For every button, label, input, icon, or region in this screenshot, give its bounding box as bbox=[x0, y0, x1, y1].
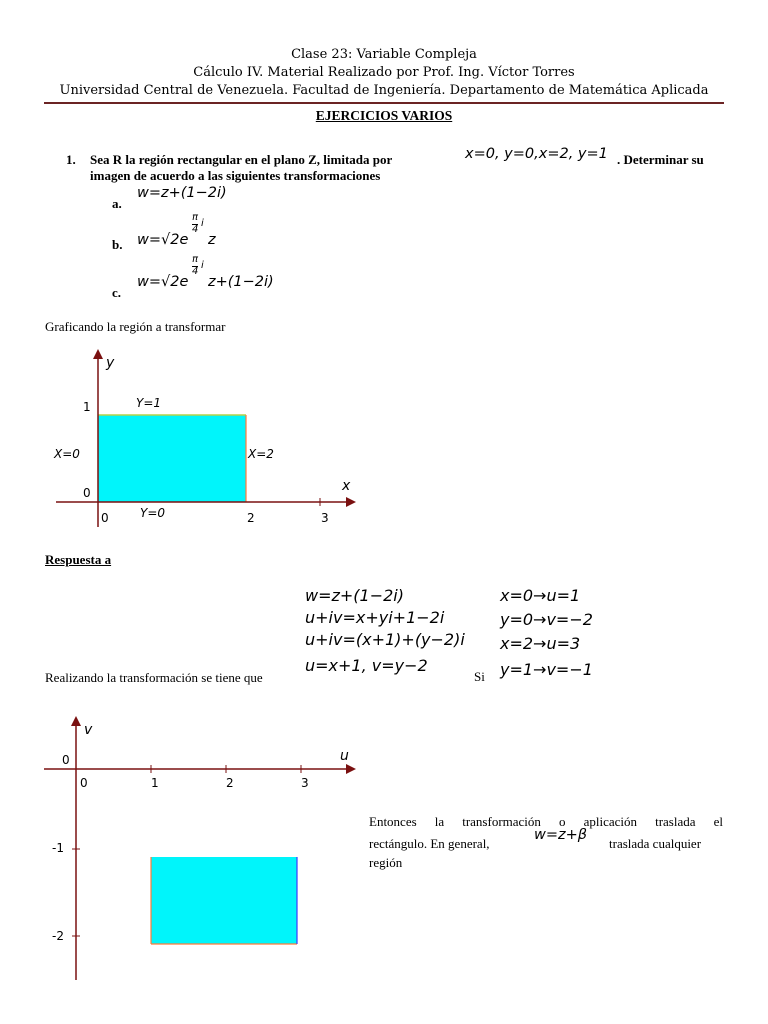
item-b-prefix: w=√2e bbox=[137, 232, 189, 248]
conclusion-formula: w=z+β bbox=[534, 827, 588, 843]
z-y1-tick-label: 1 bbox=[83, 400, 91, 414]
mapping-line-3: x=2→u=3 bbox=[500, 634, 581, 653]
header-line-3: Universidad Central de Venezuela. Facultad de Ingeniería. Departamento de Matemática Aplicada bbox=[59, 83, 709, 98]
conclusion-line-3: región bbox=[369, 855, 403, 870]
mapping-line-2: y=0→v=−2 bbox=[500, 610, 593, 629]
w-plane-graph bbox=[44, 712, 364, 984]
item-b-exp-i: i bbox=[201, 218, 204, 229]
section-title: EJERCICIOS VARIOS bbox=[315, 108, 453, 123]
w-u-axis-label: u bbox=[340, 748, 349, 764]
w-v-arrow bbox=[71, 716, 81, 726]
mapping-line-1: x=0→u=1 bbox=[500, 586, 581, 605]
derivation-line-1: w=z+(1−2i) bbox=[305, 586, 404, 605]
problem-text-start: Sea R la región rectangular en el plano Z, limitada por bbox=[90, 152, 393, 167]
derivation-line-2: u+iv=x+yi+1−2i bbox=[305, 608, 445, 627]
w-u-tick-label-3: 3 bbox=[301, 776, 309, 790]
z-x-tick-0: 0 bbox=[101, 511, 109, 525]
z-x-arrow bbox=[346, 497, 356, 507]
item-c-exp-i: i bbox=[201, 260, 204, 271]
z-x-tick-3: 3 bbox=[321, 511, 329, 525]
problem-text-line2: imagen de acuerdo a las siguientes transformaciones bbox=[90, 168, 381, 183]
w-u-tick-label-0: 0 bbox=[80, 776, 88, 790]
conclusion-line-2-start: rectángulo. En general, bbox=[369, 836, 490, 851]
item-c-label: c. bbox=[112, 285, 122, 300]
header-line-2: Cálculo IV. Material Realizado por Prof. Ing. Víctor Torres bbox=[193, 65, 575, 80]
w-u-tick-label-2: 2 bbox=[226, 776, 234, 790]
conclusion-line-2-end: traslada cualquier bbox=[609, 836, 702, 851]
header-rule bbox=[44, 102, 724, 104]
item-b-exp-num: π bbox=[192, 212, 199, 223]
item-c-prefix: w=√2e bbox=[137, 274, 189, 290]
z-label-right: X=2 bbox=[248, 447, 274, 461]
z-region bbox=[98, 415, 246, 502]
z-plane-graph bbox=[48, 345, 368, 535]
item-b-label: b. bbox=[112, 237, 123, 252]
w-v-axis-label: v bbox=[84, 722, 93, 738]
derivation-line-4: u=x+1, v=y−2 bbox=[305, 656, 428, 675]
w-v-tick-label-0: 0 bbox=[62, 753, 70, 767]
answer-title: Respuesta a bbox=[45, 552, 112, 567]
z-x-axis-label: x bbox=[342, 478, 351, 494]
w-v-tick-label-neg1: -1 bbox=[52, 841, 64, 855]
derivation-si: Si bbox=[474, 669, 485, 684]
derivation-line-3: u+iv=(x+1)+(y−2)i bbox=[305, 630, 465, 649]
header-line-1: Clase 23: Variable Compleja bbox=[291, 47, 477, 62]
item-b-suffix: z bbox=[208, 232, 216, 248]
item-a-formula: w=z+(1−2i) bbox=[137, 185, 227, 201]
w-u-arrow bbox=[346, 764, 356, 774]
item-c-suffix: z+(1−2i) bbox=[208, 274, 274, 290]
w-u-tick-label-1: 1 bbox=[151, 776, 159, 790]
derivation-intro: Realizando la transformación se tiene que bbox=[45, 670, 263, 685]
z-x-tick-2: 2 bbox=[247, 511, 255, 525]
z-label-top: Y=1 bbox=[136, 396, 162, 410]
w-region bbox=[151, 857, 297, 944]
problem-bounds: x=0, y=0,x=2, y=1 bbox=[465, 146, 608, 162]
graph-intro: Graficando la región a transformar bbox=[45, 319, 226, 334]
z-label-left: X=0 bbox=[54, 447, 80, 461]
z-y0-tick-label: 0 bbox=[83, 486, 91, 500]
problem-number: 1. bbox=[66, 152, 76, 167]
item-c-exp-den: 4 bbox=[192, 266, 199, 277]
conclusion-line-1: Entonces la transformación o aplicación traslada el bbox=[369, 814, 723, 829]
w-v-tick-label-neg2: -2 bbox=[52, 929, 64, 943]
z-y-axis-label: y bbox=[106, 355, 115, 371]
mapping-line-4: y=1→v=−1 bbox=[500, 660, 593, 679]
z-label-bottom: Y=0 bbox=[140, 506, 166, 520]
item-a-label: a. bbox=[112, 196, 122, 211]
problem-text-end: . Determinar su bbox=[617, 152, 704, 167]
item-c-exp-num: π bbox=[192, 254, 199, 265]
z-y-arrow bbox=[93, 349, 103, 359]
item-b-exp-den: 4 bbox=[192, 224, 199, 235]
